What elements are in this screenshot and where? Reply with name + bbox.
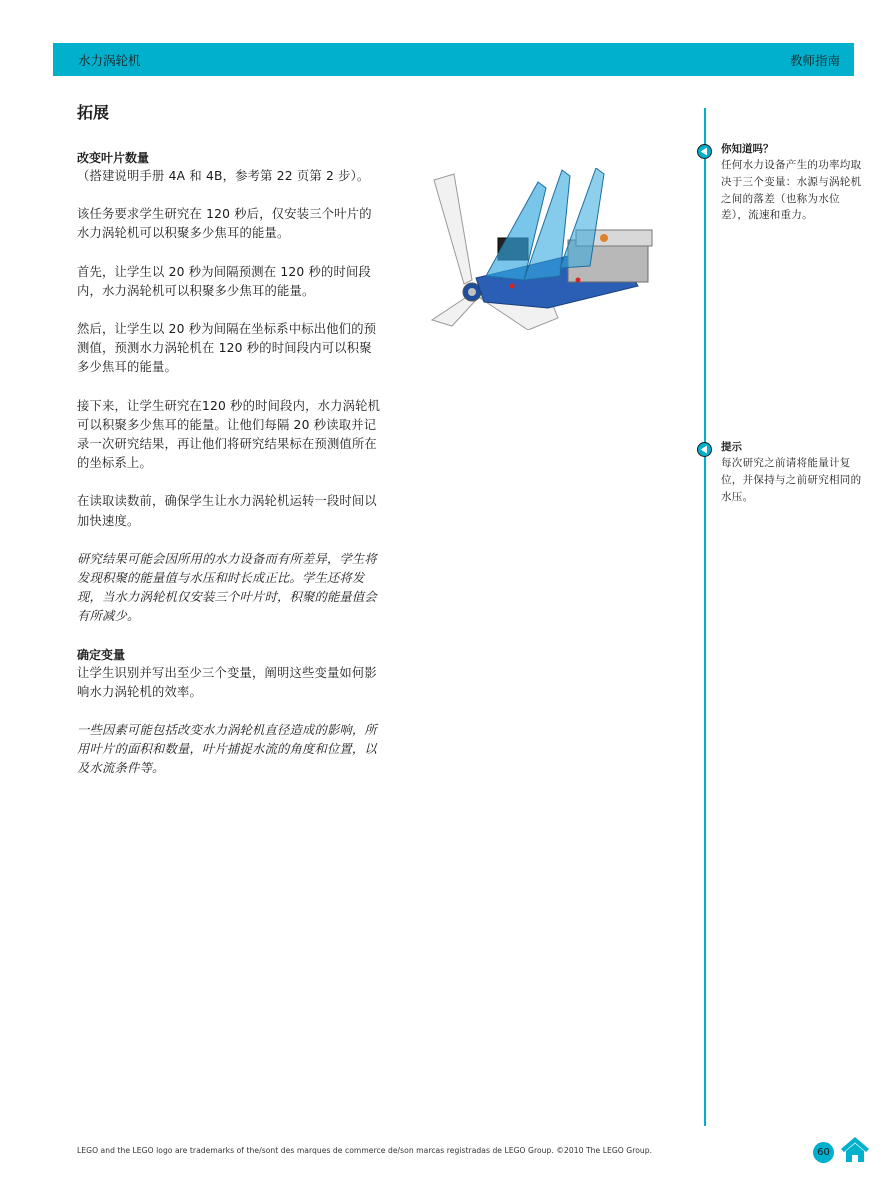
home-icon[interactable]: [840, 1136, 870, 1163]
header-bar: [53, 43, 854, 76]
italic-note: 一些因素可能包括改变水力涡轮机直径造成的影响，所用叶片的面积和数量，叶片捕捉水流的角度和位置，以及水流条件等。: [77, 723, 377, 776]
paragraph: 然后，让学生以 20 秒为间隔在坐标系中标出他们的预测值，预测水力涡轮机在 120 秒的时间段内可以积聚多少焦耳的能量。: [77, 322, 377, 375]
copyright-notice: LEGO and the LEGO logo are trademarks of the/sont des marques de commerce de/son marcas registradas de LEGO Group. ©2010 The LEGO Group.: [77, 1146, 653, 1155]
turbine-model-image: [428, 168, 660, 330]
section-change-blades: [77, 149, 382, 186]
document-title: 水力涡轮机: [78, 52, 141, 68]
sidebar-divider: [704, 108, 706, 1126]
italic-note: 研究结果可能会因所用的水力设备而有所差异，学生将发现积聚的能量值与水压和时长成正比。学生还将发现，当水力涡轮机仅安装三个叶片时，积聚的能量值会有所减少。: [77, 551, 377, 624]
tip-title: 你知道吗？: [721, 143, 774, 155]
paragraph: 让学生识别并写出至少三个变量，阐明这些变量如何影响水力涡轮机的效率。: [77, 665, 377, 699]
did-you-know-tip: [697, 142, 862, 224]
tip-title: 提示: [721, 441, 742, 453]
main-content: [77, 100, 382, 798]
section-identify-variables: [77, 646, 382, 702]
arrow-left-circle-icon: [697, 144, 712, 159]
paragraph: 该任务要求学生研究在 120 秒后，仅安装三个叶片的水力涡轮机可以积聚多少焦耳的能量。: [77, 207, 372, 241]
tip-body: 每次研究之前请将能量计复位，并保持与之前研究相同的水压。: [721, 457, 862, 503]
page-number-badge: [813, 1142, 834, 1163]
section-title: 确定变量: [77, 647, 126, 662]
section-title: 改变叶片数量: [77, 151, 150, 165]
paragraph: 首先，让学生以 20 秒为间隔预测在 120 秒的时间段内，水力涡轮机可以积聚多少焦耳的能量。: [77, 264, 371, 298]
guide-label: 教师指南: [789, 52, 840, 68]
tip-body: 任何水力设备产生的功率均取决于三个变量：水源与涡轮机之间的落差（也称为水位差），流速和重力。: [721, 159, 862, 222]
paragraph: 在读取读数前，确保学生让水力涡轮机运转一段时间以加快速度。: [77, 494, 377, 528]
arrow-left-circle-icon: [697, 442, 712, 457]
page-heading: 拓展: [77, 103, 110, 122]
page-number: 60: [817, 1147, 830, 1158]
hint-tip: [697, 440, 862, 505]
instruction-reference: （搭建说明手册 4A 和 4B，参考第 22 页第 2 步）。: [77, 169, 370, 183]
paragraph: 接下来，让学生研究在120 秒的时间段内，水力涡轮机可以积聚多少焦耳的能量。让他们每隔 20 秒读取并记录一次研究结果，再让他们将研究结果标在预测值所在的坐标系上。: [77, 398, 381, 471]
turbine-model-illustration: [428, 168, 660, 330]
